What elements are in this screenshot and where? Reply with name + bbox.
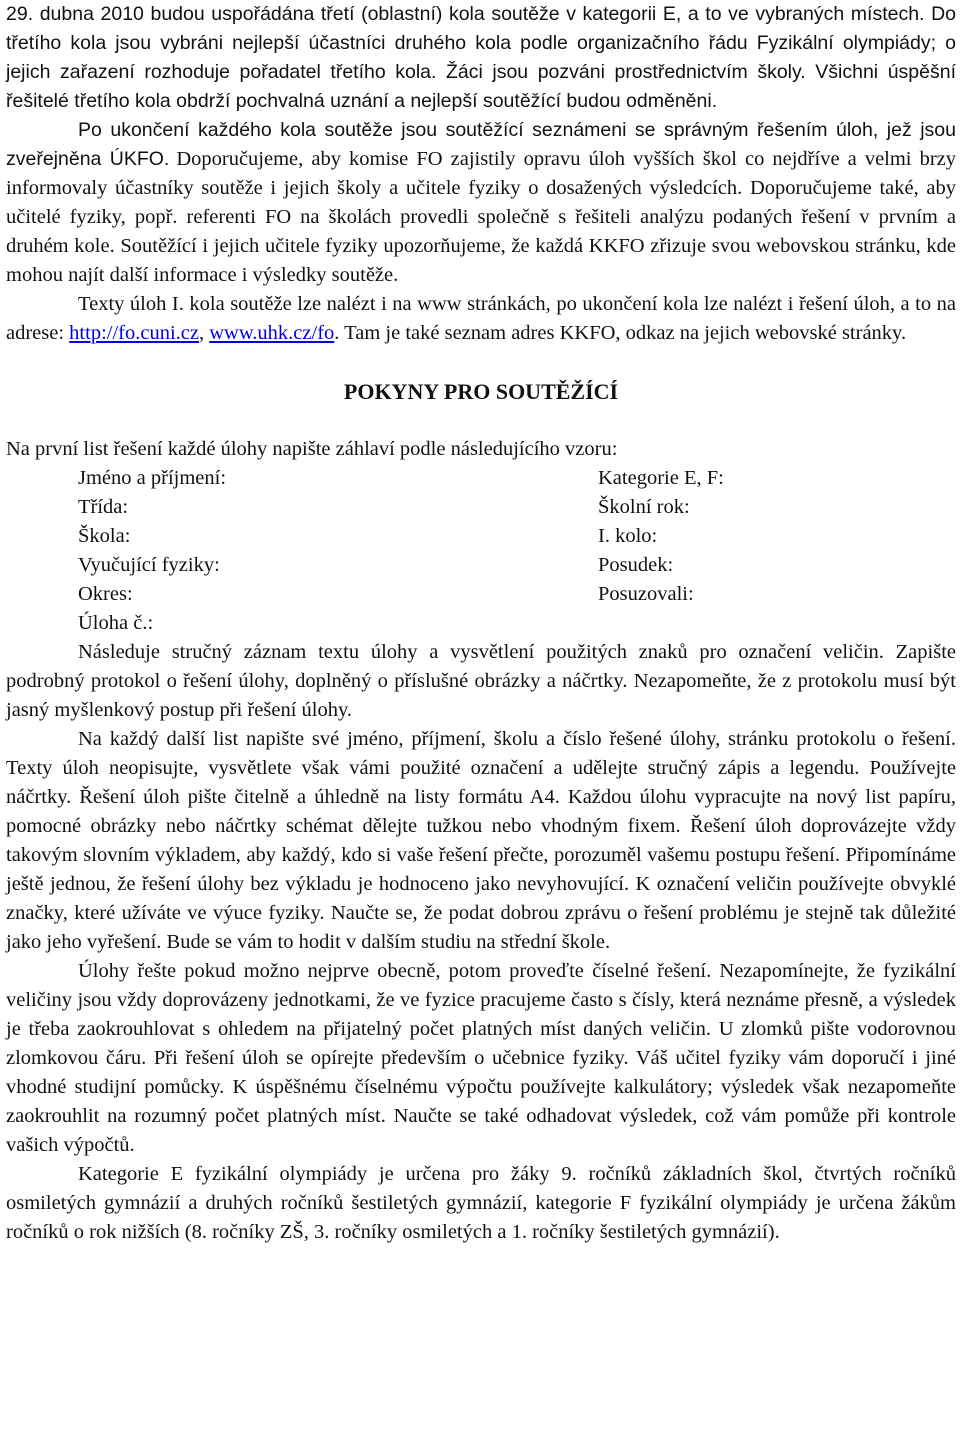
template-label-round: I. kolo: <box>598 525 658 547</box>
document-page <box>6 0 956 1247</box>
template-label-district: Okres: <box>78 583 133 605</box>
paragraph-header-intro: Na první list řešení každé úlohy napište záhlaví podle následujícího vzoru: <box>6 438 618 460</box>
paragraph-results <box>6 116 956 290</box>
template-label-assessors: Posuzovali: <box>598 583 694 605</box>
paragraph-each-sheet: Na každý další list napište své jméno, příjmení, školu a číslo řešené úlohy, stránku protokolu o řešení. Texty úloh neopisujte, vysvětlete však vámi použité označení a udělejte stručný zápis a legendu. Používejte náčrtky. Řešení úloh pište čitelně a úhledně na listy formátu A4. Každou úlohu vypracujte na nový list papíru, pomocné obrázky nebo náčrtky schémat dělejte tužkou nebo vhodným fixem. Řešení úloh doprovázejte vždy takovým slovním výkladem, aby každý, kdo si vaše řešení přečte, porozuměl vašemu postupu řešení. Připomínáme ještě jednou, že řešení úlohy bez výkladu je hodnoceno jako nevyhovující. K označení veličin používejte obvyklé značky, které užíváte ve výuce fyziky. Naučte se, že podat dobrou zprávu o řešení problému je stejně tak důležité jako jeho vyřešení. Bude se vám to hodit v dalším studiu na střední škole. <box>6 728 956 953</box>
link-uhk-fo[interactable]: www.uhk.cz/fo <box>209 322 335 344</box>
paragraph-solving: Úlohy řešte pokud možno nejprve obecně, potom proveďte číselné řešení. Nezapomínejte, že fyzikální veličiny jsou vždy doprovázeny jednotkami, že ve fyzice pracujeme často s čísly, která neznáme přesně, a výsledek je třeba zaokrouhlovat s ohledem na přijatelný počet platných míst daných veličin. U zlomků pište vodorovnou zlomkovou čáru. Při řešení úloh se opírejte především o učebnice fyziky. Váš učitel fyziky vám doporučí i jiné vhodné studijní pomůcky. K úspěšnému číselnému výpočtu používejte kalkulátory; výsledek však nezapomeňte zaokrouhlit na rozumný počet platných míst. Naučte se také odhadovat výsledek, což vám pomůže při kontrole vašich výpočtů. <box>6 960 956 1156</box>
text-web-intro: Texty úloh I. kola soutěže lze nalézt i na www stránkách, po ukončení kola lze nalézt i řešení úloh, a to na adrese: <box>6 293 956 344</box>
paragraph-web <box>6 290 956 348</box>
paragraph-protocol: Následuje stručný záznam textu úlohy a vysvětlení použitých znaků pro označení veličin. Zapište podrobný protokol o řešení úlohy, doplněný o příslušné obrázky a náčrtky. Nezapomeňte, že z protokolu musí být jasný myšlenkový postup při řešení úlohy. <box>6 641 956 721</box>
header-template <box>78 464 956 638</box>
template-empty-cell <box>598 609 956 638</box>
text-third-round: 29. dubna 2010 budou uspořádána třetí (oblastní) kola soutěže v kategorii E, a to ve vybraných místech. Do třetího kola jsou vybráni nejlepší účastníci druhého kola podle organizačního řádu Fyzikální olympiády; o jejich zařazení rozhoduje pořadatel třetího kola. Žáci jsou pozváni prostřednictvím školy. <box>6 3 956 83</box>
template-row <box>78 493 956 522</box>
template-row <box>78 580 956 609</box>
template-label-class: Třída: <box>78 496 129 518</box>
template-label-school-year: Školní rok: <box>598 496 690 518</box>
section-heading: POKYNY PRO SOUTĚŽÍCÍ <box>343 379 619 404</box>
text-results-published: Po ukončení každého kola soutěže jsou soutěžící seznámeni se správným řešením úloh, jež jsou zveřejněna ÚKFO. <box>6 119 956 170</box>
template-row <box>78 609 956 638</box>
template-row <box>78 464 956 493</box>
template-label-name: Jméno a příjmení: <box>78 467 227 489</box>
paragraph-categories: Kategorie E fyzikální olympiády je určena pro žáky 9. ročníků základních škol, čtvrtých ročníků osmiletých gymnázií a druhých ročníků šestiletých gymnázií, kategorie F fyzikální olympiády je určena žákům ročníků o rok nižších (8. ročníky ZŠ, 3. ročníky osmiletých a 1. ročníky šestiletých gymnázií). <box>6 1163 956 1243</box>
template-row <box>78 551 956 580</box>
template-row <box>78 522 956 551</box>
template-label-assessment: Posudek: <box>598 554 674 576</box>
text-recommendations: Doporučujeme, aby komise FO zajistily opravu úloh vyšších škol co nejdříve a velmi brzy informovaly účastníky soutěže i jejich školy a učitele fyziky o dosažených výsledcích. Doporučujeme také, aby učitelé fyziky, popř. referenti FO na školách provedli společně s řešiteli analýzu podaných řešení v prvním a druhém kole. Soutěžící i jejich učitele fyziky upozorňujeme, že každá KKFO zřizuje svou webovskou stránku, kde mohou najít další informace i výsledky soutěže. <box>6 148 957 286</box>
template-label-teacher: Vyučující fyziky: <box>78 554 220 576</box>
link-fo-cuni[interactable]: http://fo.cuni.cz <box>69 322 199 344</box>
template-label-category: Kategorie E, F: <box>598 467 724 489</box>
text-awards: Všichni úspěšní řešitelé třetího kola obdrží pochvalná uznání a nejlepší soutěžící budou odměněni. <box>6 61 956 112</box>
paragraph-third-round <box>6 0 956 116</box>
template-label-task-number: Úloha č.: <box>78 612 154 634</box>
text-web-outro: . Tam je také seznam adres KKFO, odkaz na jejich webovské stránky. <box>334 322 907 344</box>
text-link-sep: , <box>198 322 210 344</box>
template-label-school: Škola: <box>78 525 131 547</box>
